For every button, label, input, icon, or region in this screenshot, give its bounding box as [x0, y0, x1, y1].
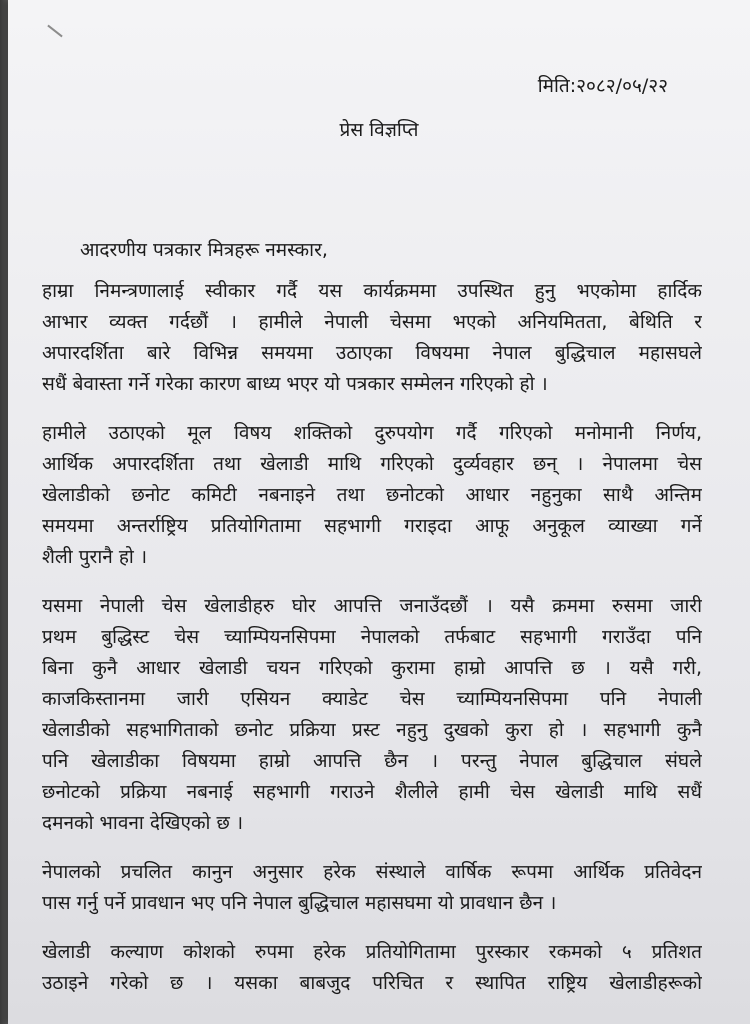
paragraph-line: उठाइने गरेको छ । यसका बाबजुद परिचित र स्थापित राष्ट्रिय खेलाडीहरूको [42, 972, 702, 994]
paragraph-1 [42, 276, 702, 400]
paragraph-line: यसमा नेपाली चेस खेलाडीहरु घोर आपत्ति जनाउँदछौं । यसै क्रममा रुसमा जारी [42, 595, 702, 617]
paragraph-line: अपारदर्शिता बारे विभिन्न समयमा उठाएका विषयमा नेपाल बुद्धिचाल महासघले [42, 342, 702, 364]
paragraph-line: हामीले उठाएको मूल विषय शक्तिको दुरुपयोग गर्दै गरिएको मनोमानी निर्णय, [42, 422, 702, 444]
paragraph-line: बिना कुनै आधार खेलाडी चयन गरिएको कुरामा हाम्रो आपत्ति छ । यसै गरी, [42, 657, 702, 679]
paragraph-4 [42, 857, 702, 919]
paragraph-line: हाम्रा निमन्त्रणालाई स्वीकार गर्दै यस कार्यक्रममा उपस्थित हुनु भएकोमा हार्दिक [42, 280, 702, 302]
paragraph-line: दमनको भावना देखिएको छ । [42, 812, 244, 834]
paragraph-line: सधैं बेवास्ता गर्ने गरेका कारण बाध्य भएर यो पत्रकार सम्मेलन गरिएको हो । [42, 373, 548, 395]
document-body [42, 276, 702, 1017]
paragraph-line: नेपालको प्रचलित कानुन अनुसार हरेक संस्थाले वार्षिक रूपमा आर्थिक प्रतिवेदन [42, 861, 702, 883]
press-release-page [8, 0, 750, 1024]
paragraph-line: पनि खेलाडीका विषयमा हाम्रो आपत्ति छैन । परन्तु नेपाल बुद्धिचाल संघले [42, 750, 702, 772]
paragraph-line: काजकिस्तानमा जारी एसियन क्याडेट चेस च्याम्पियनसिपमा पनि नेपाली [42, 688, 702, 710]
paragraph-line: छनोटको प्रक्रिया नबनाई सहभागी गराउने शैलीले हामी चेस खेलाडी माथि सधैं [42, 781, 702, 803]
paragraph-line: आर्थिक अपारदर्शिता तथा खेलाडी माथि गरिएको दुर्व्यवहार छन् । नेपालमा चेस [42, 453, 702, 475]
paragraph-line: शैली पुरानै हो । [42, 546, 148, 568]
paragraph-line: खेलाडीको छनोट कमिटी नबनाइने तथा छनोटको आधार नहुनुका साथै अन्तिम [42, 484, 702, 506]
paragraph-line: आभार व्यक्त गर्दछौं । हामीले नेपाली चेसमा भएको अनियमितता, बेथिति र [42, 311, 702, 333]
paragraph-line: प्रथम बुद्धिस्ट चेस च्याम्पियनसिपमा नेपालको तर्फबाट सहभागी गराउँदा पनि [42, 626, 702, 648]
salutation: आदरणीय पत्रकार मित्रहरू नमस्कार, [80, 239, 328, 261]
paragraph-3 [42, 591, 702, 839]
document-title: प्रेस विज्ञप्ति [339, 119, 419, 141]
paragraph-line: समयमा अन्तर्राष्ट्रिय प्रतियोगितामा सहभागी गराइदा आफू अनुकूल व्याख्या गर्ने [42, 515, 702, 537]
paper-fold-mark [47, 25, 62, 38]
paragraph-2 [42, 418, 702, 573]
paragraph-line: पास गर्नु पर्ने प्रावधान भए पनि नेपाल बुद्धिचाल महासघमा यो प्रावधान छैन । [42, 892, 557, 914]
paragraph-5 [42, 937, 702, 999]
paragraph-line: खेलाडी कल्याण कोशको रुपमा हरेक प्रतियोगितामा पुरस्कार रकमको ५ प्रतिशत [42, 941, 702, 963]
document-date: मिति:२०८२/०५/२२ [537, 75, 668, 97]
paragraph-line: खेलाडीको सहभागिताको छनोट प्रक्रिया प्रस्ट नहुनु दुखको कुरा हो । सहभागी कुनै [42, 719, 702, 741]
